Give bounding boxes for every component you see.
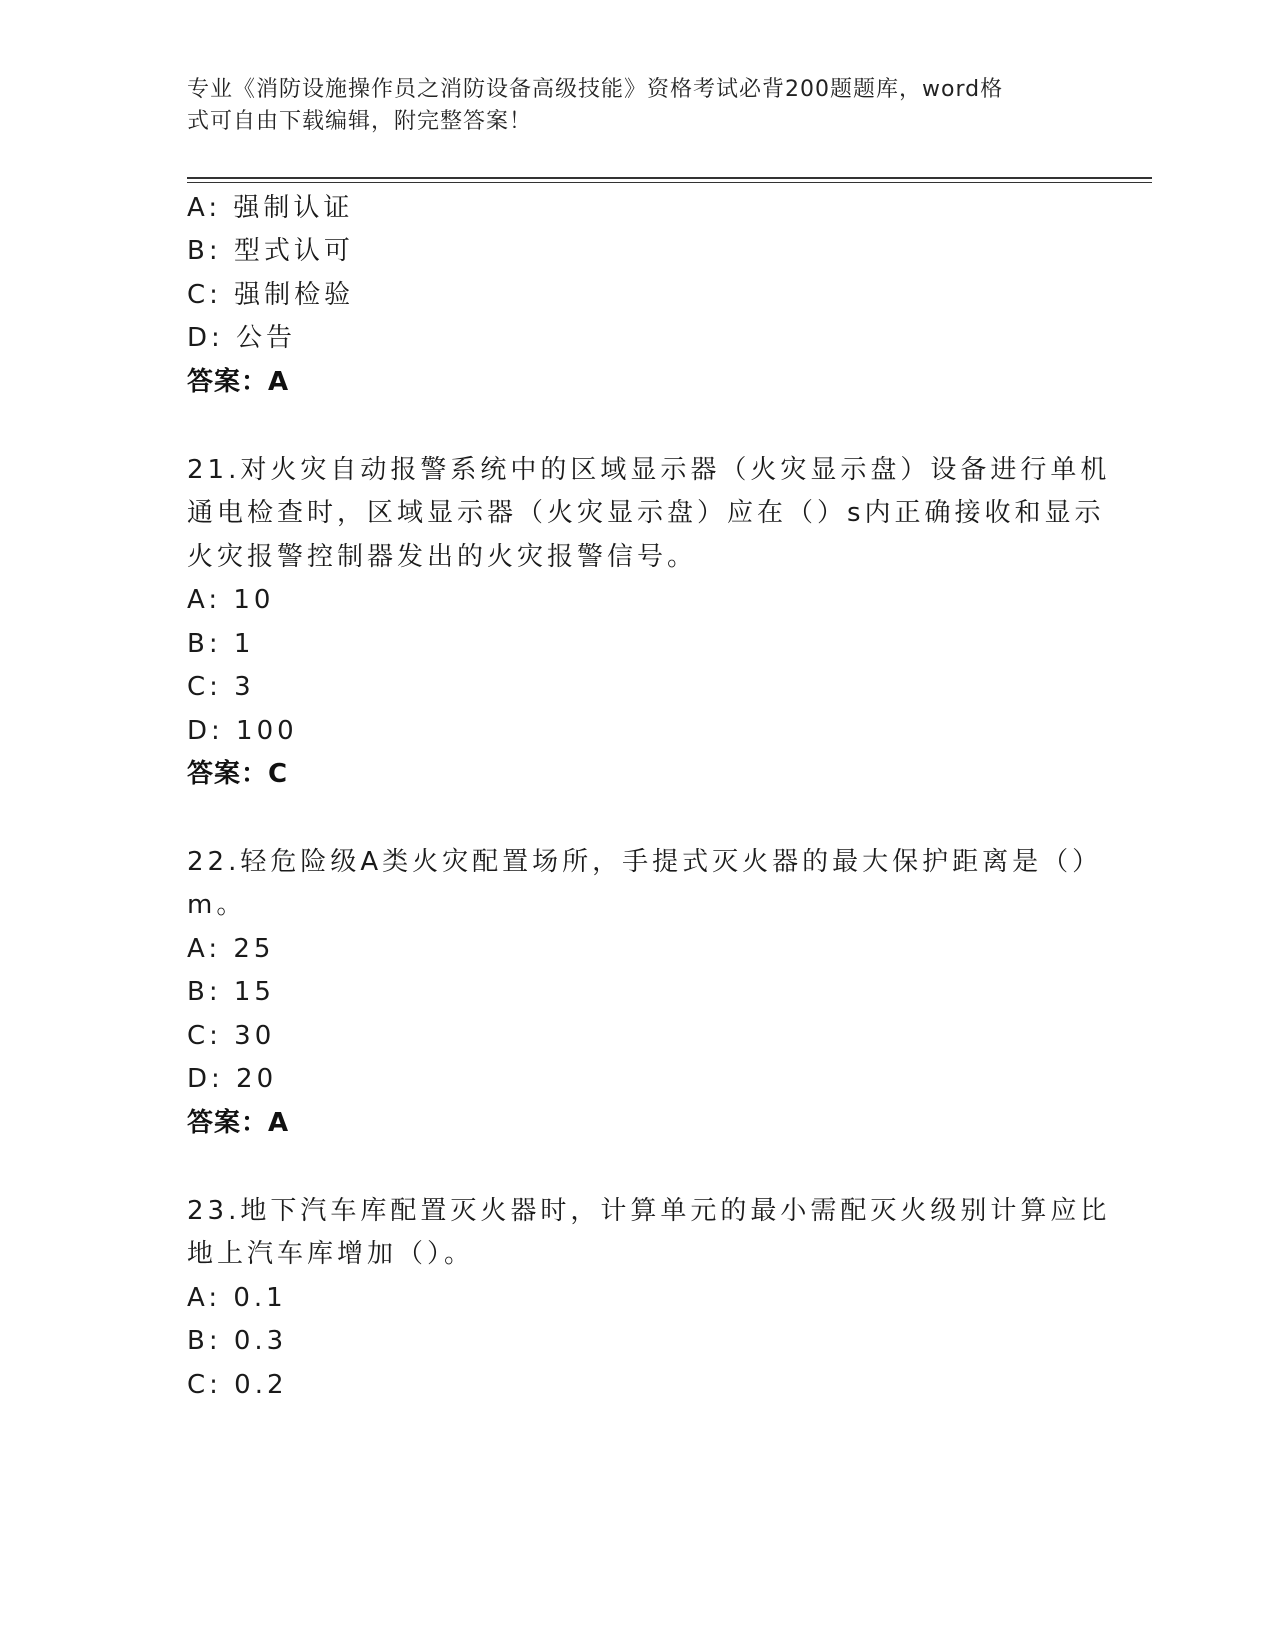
- q23-option-c: C: 0.2: [187, 1370, 288, 1400]
- q21-option-c: C: 3: [187, 672, 255, 702]
- q22-answer: 答案：A: [187, 1108, 290, 1138]
- q23-text-line-2: 地上汽车库增加（）。: [187, 1239, 475, 1269]
- header-divider-thick: [187, 177, 1152, 179]
- q20-option-d: D: 公告: [187, 323, 297, 353]
- q22-option-c: C: 30: [187, 1021, 276, 1051]
- q22-option-d: D: 20: [187, 1064, 278, 1094]
- q22-text-line-1: 22.轻危险级A类火灾配置场所，手提式灭火器的最大保护距离是（）: [187, 847, 1103, 877]
- q23-option-b: B: 0.3: [187, 1326, 288, 1356]
- q20-answer: 答案：A: [187, 367, 290, 397]
- header-line-2: 式可自由下载编辑，附完整答案！: [187, 109, 533, 134]
- q21-option-a: A: 10: [187, 585, 275, 615]
- q21-text-line-1: 21.对火灾自动报警系统中的区域显示器（火灾显示盘）设备进行单机: [187, 455, 1111, 485]
- q20-option-b: B: 型式认可: [187, 236, 354, 266]
- header-divider-thin: [187, 182, 1152, 183]
- q20-option-a: A: 强制认证: [187, 193, 354, 223]
- q21-option-d: D: 100: [187, 716, 298, 746]
- header-line-1: 专业《消防设施操作员之消防设备高级技能》资格考试必背200题题库，word格: [187, 77, 1004, 102]
- q21-text-line-3: 火灾报警控制器发出的火灾报警信号。: [187, 542, 698, 572]
- q20-option-c: C: 强制检验: [187, 280, 355, 310]
- q23-text-line-1: 23.地下汽车库配置灭火器时，计算单元的最小需配灭火级别计算应比: [187, 1196, 1111, 1226]
- document-header: [187, 74, 1067, 138]
- q22-option-a: A: 25: [187, 934, 275, 964]
- q21-text-line-2: 通电检查时，区域显示器（火灾显示盘）应在（）s内正确接收和显示: [187, 498, 1105, 528]
- q22-option-b: B: 15: [187, 977, 275, 1007]
- q21-answer: 答案：C: [187, 759, 289, 789]
- q21-option-b: B: 1: [187, 629, 255, 659]
- q22-text-line-2: m。: [187, 890, 247, 920]
- q23-option-a: A: 0.1: [187, 1283, 287, 1313]
